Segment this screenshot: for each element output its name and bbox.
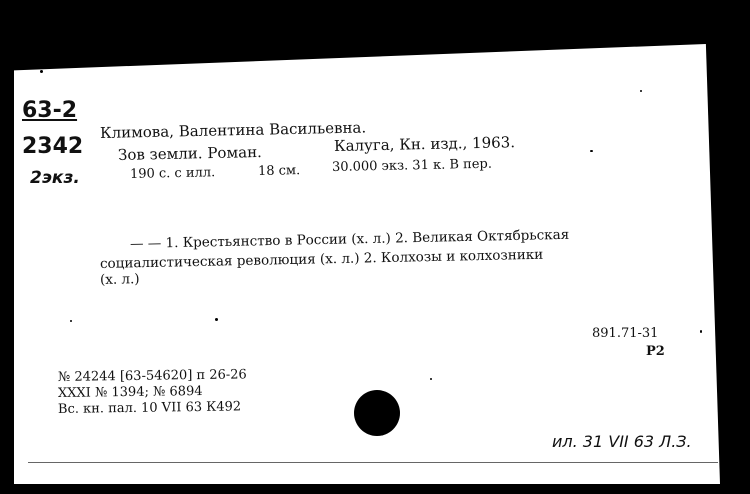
scan-speck	[700, 330, 702, 333]
scan-speck	[40, 70, 43, 73]
subject-headings-line-1: — — 1. Крестьянство в России (х. л.) 2. Великая Октябрьская	[129, 226, 570, 252]
shelf-mark-line-2: 2342	[22, 134, 84, 159]
print-run-price: 30.000 экз. 31 к. В пер.	[331, 156, 493, 175]
title-line: Зов земли. Роман.	[117, 142, 263, 164]
subject-headings-line-3: (х. л.)	[99, 271, 140, 288]
copies-note: 2экз.	[30, 168, 80, 188]
subject-headings-line-2: социалистическая революция (х. л.) 2. Колхозы и колхозники	[99, 246, 544, 272]
card-punch-hole	[354, 390, 400, 436]
classification-code: Р2	[646, 344, 665, 359]
classification-number: 891.71-31	[592, 326, 659, 341]
handwritten-footer-note: ил. 31 VII 63 Л.З.	[552, 432, 692, 451]
author-line: Климова, Валентина Васильевна.	[99, 118, 367, 142]
record-index-line: XXXI № 1394; № 6894	[57, 383, 203, 401]
size-note: 18 см.	[257, 163, 301, 179]
scan-speck	[640, 90, 642, 92]
scan-speck	[215, 318, 218, 321]
card-bottom-rule	[28, 462, 718, 463]
book-chamber-line: Вс. кн. пал. 10 VII 63 К492	[57, 399, 242, 417]
record-number-line: № 24244 [63-54620] п 26-26	[57, 367, 247, 385]
shelf-mark-line-1: 63-2	[22, 98, 78, 123]
physical-description: 190 с. с илл.	[129, 165, 216, 182]
publisher-line: Калуга, Кн. изд., 1963.	[333, 133, 516, 155]
scan-speck	[430, 378, 432, 380]
scan-speck	[590, 150, 593, 152]
scan-speck	[70, 320, 72, 322]
